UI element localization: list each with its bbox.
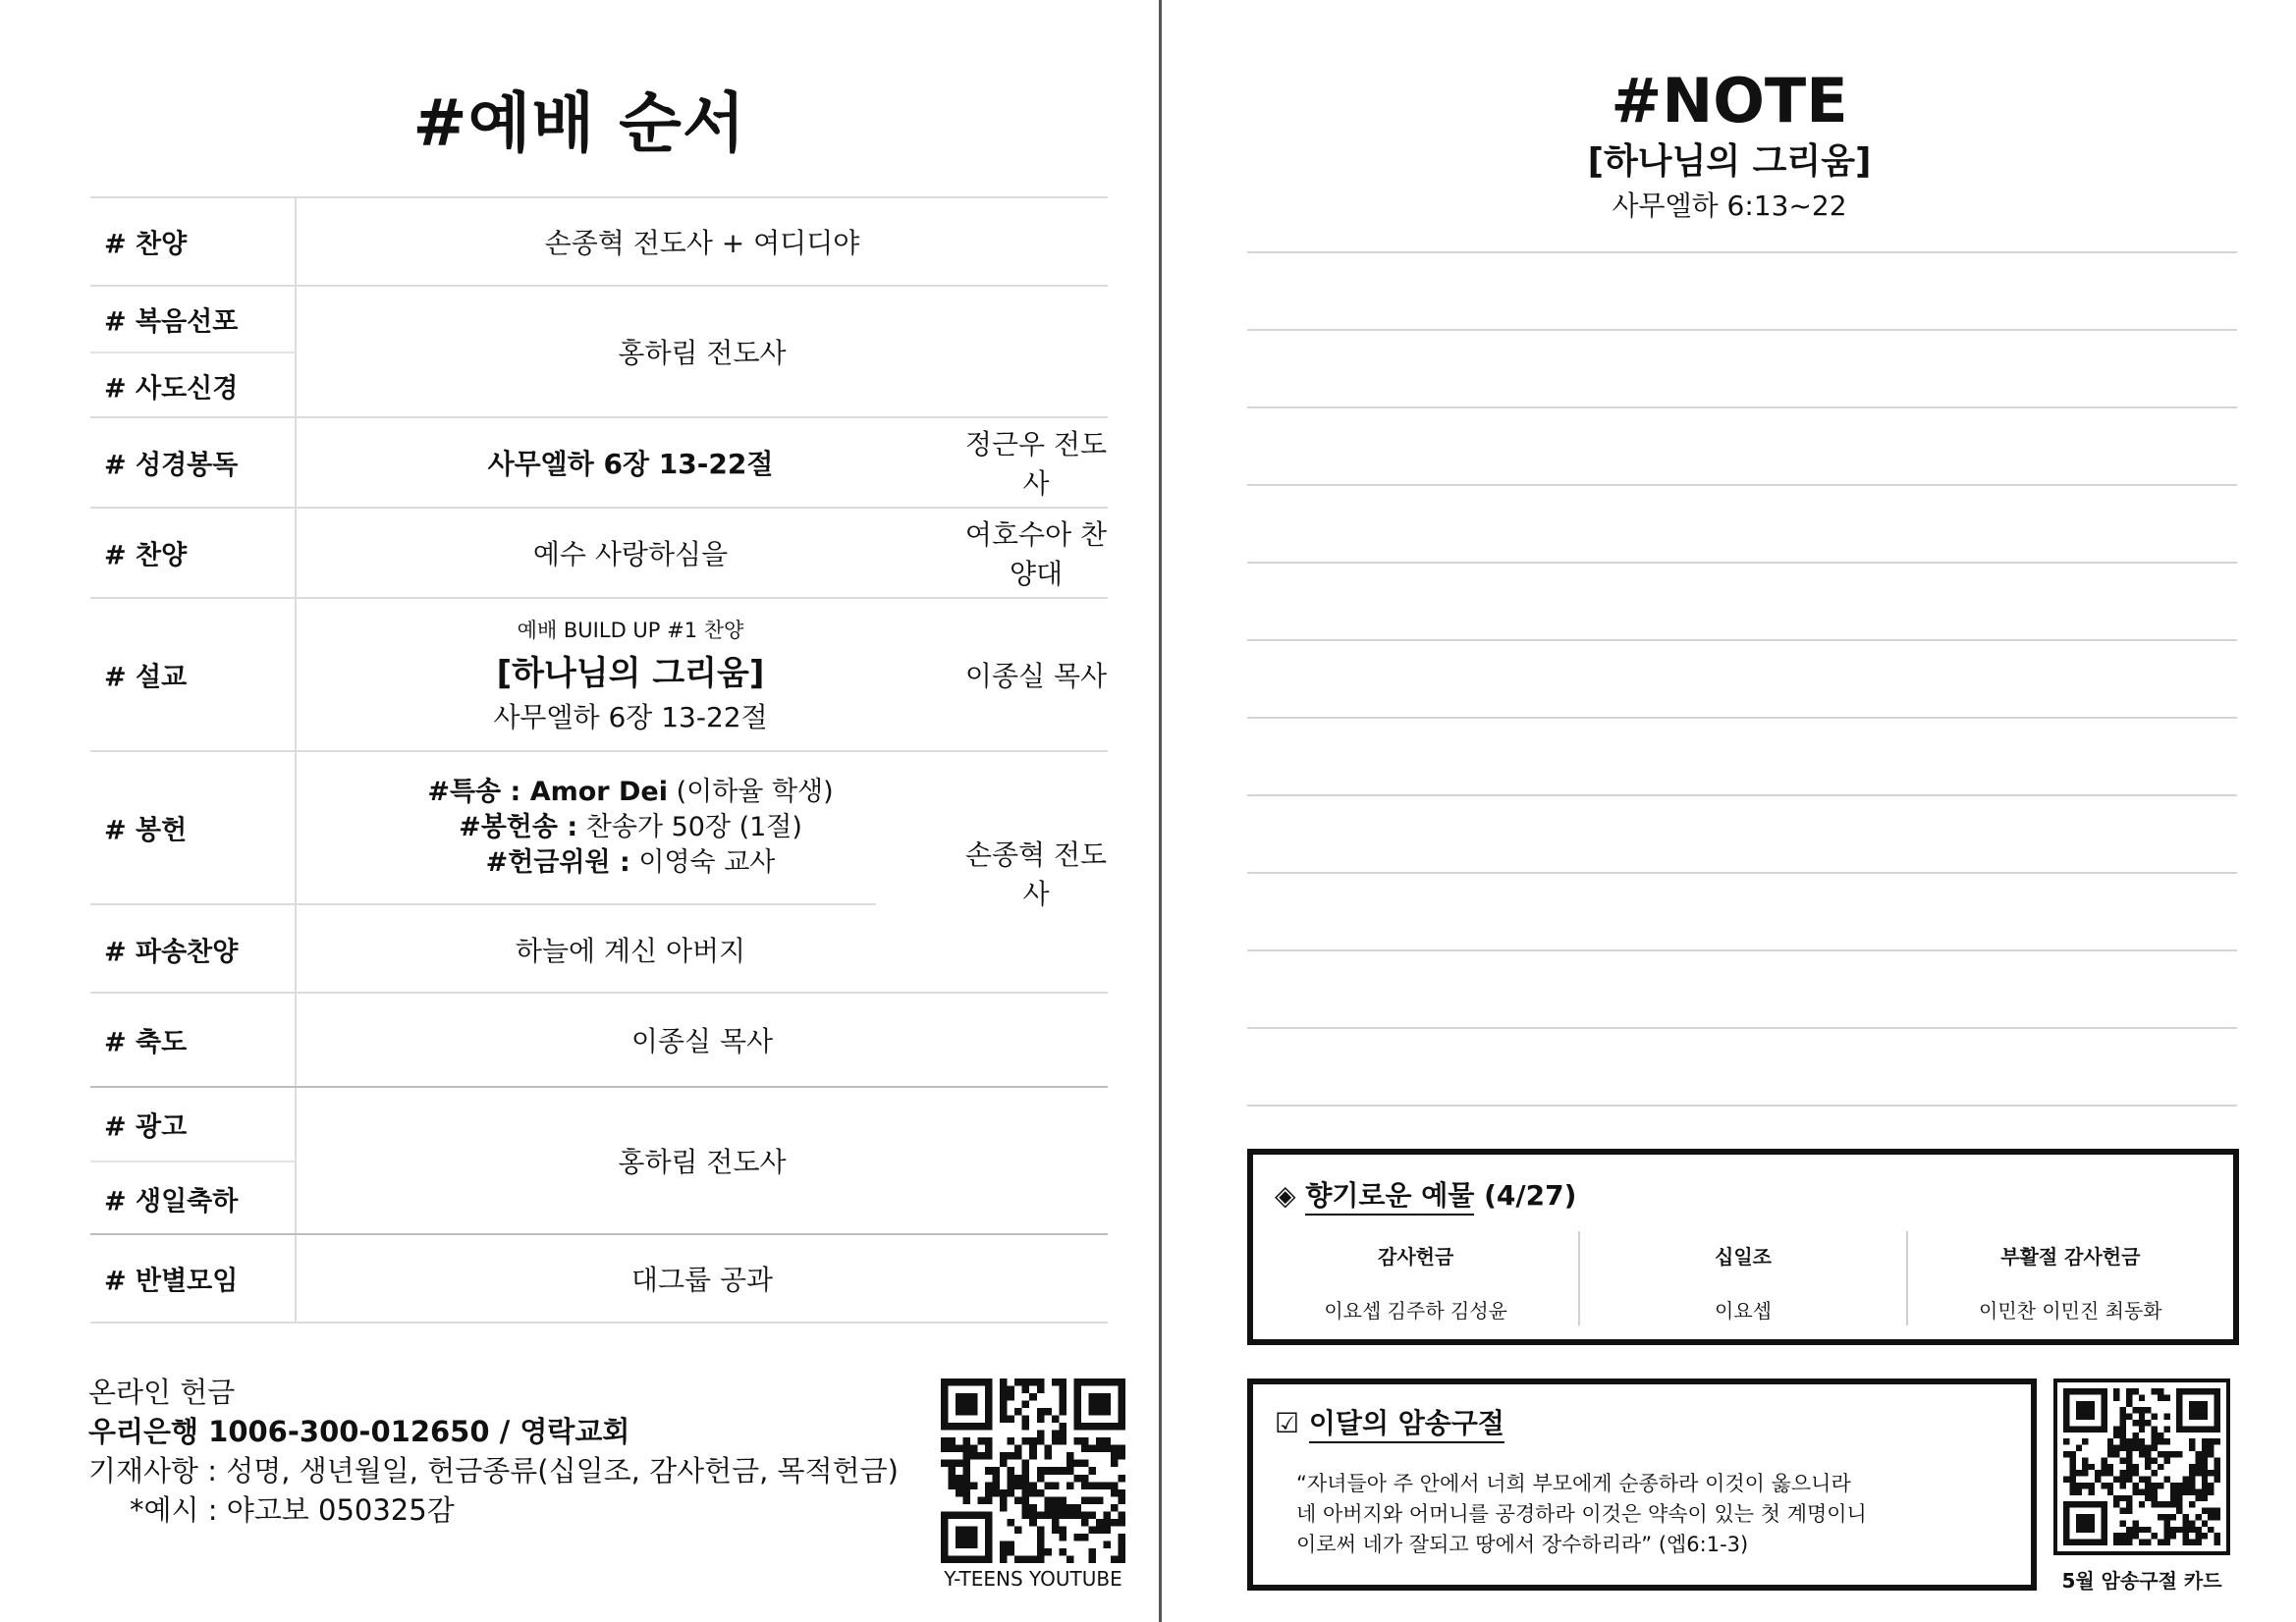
online-offering-heading: 온라인 헌금 bbox=[88, 1376, 236, 1409]
special-song-value: (이하율 학생) bbox=[668, 777, 834, 807]
row-label: # 사도신경 bbox=[104, 373, 239, 405]
note-lines[interactable] bbox=[1247, 251, 2237, 1107]
row-label: # 파송찬양 bbox=[104, 937, 239, 968]
row-label: # 광고 bbox=[104, 1111, 188, 1143]
row-label: # 축도 bbox=[104, 1027, 188, 1058]
memory-verse-box bbox=[1247, 1379, 2037, 1591]
row-label: # 복음선포 bbox=[104, 306, 239, 338]
offering-type: 십일조 bbox=[1715, 1245, 1772, 1269]
note-line[interactable] bbox=[1247, 794, 2237, 872]
row-label: # 찬양 bbox=[104, 540, 188, 571]
row-content: 이종실 목사 bbox=[630, 1025, 774, 1057]
note-sermon-title: [하나님의 그리움] bbox=[1587, 141, 1872, 182]
verse-card-qr-code-icon[interactable] bbox=[2053, 1379, 2230, 1555]
row-content: 손종혁 전도사 + 여디디야 bbox=[544, 227, 860, 259]
sermon-reference: 사무엘하 6장 13-22절 bbox=[493, 700, 768, 733]
row-leader: 이종실 목사 bbox=[964, 660, 1108, 692]
entry-instructions: 기재사항 : 성명, 생년월일, 헌금종류(십일조, 감사헌금, 목적헌금) bbox=[88, 1454, 899, 1487]
diamond-icon: ◈ bbox=[1275, 1179, 1296, 1212]
offering-names: 이요셉 김주하 김성윤 bbox=[1324, 1299, 1507, 1323]
entry-example: *예시 : 야고보 050325감 bbox=[130, 1493, 455, 1527]
page-divider bbox=[1159, 0, 1162, 1622]
bank-account: 우리은행 1006-300-012650 / 영락교회 bbox=[88, 1415, 630, 1448]
offering-box-date: (4/27) bbox=[1484, 1179, 1577, 1212]
offering-song-value: 찬송가 50장 (1절) bbox=[577, 812, 802, 842]
offering-song-label: #봉헌송 : bbox=[459, 812, 578, 842]
note-line[interactable] bbox=[1247, 329, 2237, 406]
qr-caption: Y-TEENS YOUTUBE bbox=[944, 1567, 1122, 1591]
note-line[interactable] bbox=[1247, 872, 2237, 949]
row-benediction bbox=[90, 992, 1108, 1086]
sermon-series: 예배 BUILD UP #1 찬양 bbox=[517, 618, 744, 642]
row-offering-group bbox=[90, 750, 1108, 992]
row-offering bbox=[90, 752, 964, 903]
row-praise bbox=[90, 196, 1108, 285]
row-praise-choir bbox=[90, 507, 1108, 597]
note-line[interactable] bbox=[1247, 639, 2237, 717]
offering-type: 감사헌금 bbox=[1378, 1245, 1454, 1269]
memory-verse-text: “자녀들아 주 안에서 너희 부모에게 순종하라 이것이 옳으니라 네 아버지와 어머니를 공경하라 이것은 약속이 있는 첫 계명이니 이로써 네가 잘되고 땅에서 장수하리라” (엡6:1-3) bbox=[1296, 1472, 1867, 1556]
offering-committee-label: #헌금위원 : bbox=[485, 847, 630, 878]
offering-names: 이민찬 이민진 최동화 bbox=[1979, 1299, 2162, 1323]
row-content: 사무엘하 6장 13-22절 bbox=[487, 448, 774, 480]
sermon-title: [하나님의 그리움] bbox=[496, 653, 765, 693]
note-line[interactable] bbox=[1247, 949, 2237, 1027]
note-line[interactable] bbox=[1247, 717, 2237, 794]
row-label: # 생일축하 bbox=[104, 1186, 239, 1217]
offering-box-title: 향기로운 예물 bbox=[1305, 1179, 1474, 1216]
offering-type: 부활절 감사헌금 bbox=[2000, 1245, 2141, 1269]
online-offering-info bbox=[88, 1373, 953, 1530]
checkbox-icon: ☑ bbox=[1275, 1407, 1300, 1439]
row-leader: 여호수아 찬양대 bbox=[964, 518, 1108, 590]
row-gospel bbox=[90, 285, 1108, 416]
row-sermon bbox=[90, 597, 1108, 750]
note-title: #NOTE bbox=[1611, 65, 1848, 136]
row-class-meeting bbox=[90, 1233, 1108, 1324]
note-line[interactable] bbox=[1247, 1105, 2237, 1107]
worship-order-title: #예배 순서 bbox=[412, 85, 746, 161]
row-label: # 찬양 bbox=[104, 229, 188, 260]
note-page bbox=[1163, 0, 2296, 1622]
row-sending-song bbox=[90, 905, 964, 994]
row-content: 대그룹 공과 bbox=[630, 1264, 774, 1296]
note-line[interactable] bbox=[1247, 406, 2237, 484]
youtube-qr-code-icon[interactable] bbox=[941, 1379, 1125, 1563]
row-content: 홍하림 전도사 bbox=[618, 1146, 787, 1178]
row-content: 홍하림 전도사 bbox=[618, 337, 787, 369]
row-label: # 봉헌 bbox=[104, 815, 188, 846]
offering-column bbox=[1906, 1231, 2233, 1325]
special-song-label: #특송 : Amor Dei bbox=[427, 777, 668, 807]
row-content: 하늘에 계신 아버지 bbox=[515, 935, 746, 967]
worship-order-table bbox=[90, 196, 1108, 1324]
note-line[interactable] bbox=[1247, 484, 2237, 562]
note-reference: 사무엘하 6:13~22 bbox=[1612, 189, 1847, 222]
row-bible-reading bbox=[90, 416, 1108, 507]
offering-list-box bbox=[1247, 1149, 2239, 1345]
row-leader: 손종혁 전도사 bbox=[964, 838, 1108, 910]
note-line[interactable] bbox=[1247, 1027, 2237, 1105]
row-label: # 성경봉독 bbox=[104, 450, 239, 481]
row-label: # 설교 bbox=[104, 662, 188, 693]
row-announcements bbox=[90, 1086, 1108, 1233]
offering-column bbox=[1578, 1231, 1905, 1325]
qr-caption: 5월 암송구절 카드 bbox=[2061, 1569, 2222, 1593]
note-line[interactable] bbox=[1247, 251, 2237, 329]
row-label: # 반별모임 bbox=[104, 1266, 239, 1297]
row-leader: 정근우 전도사 bbox=[964, 428, 1108, 500]
offering-column bbox=[1253, 1231, 1578, 1325]
row-content: 예수 사랑하심을 bbox=[532, 538, 729, 570]
offering-committee-value: 이영숙 교사 bbox=[629, 847, 776, 878]
memory-verse-title: 이달의 암송구절 bbox=[1309, 1407, 1504, 1443]
note-line[interactable] bbox=[1247, 562, 2237, 639]
offering-names: 이요셉 bbox=[1715, 1299, 1772, 1323]
